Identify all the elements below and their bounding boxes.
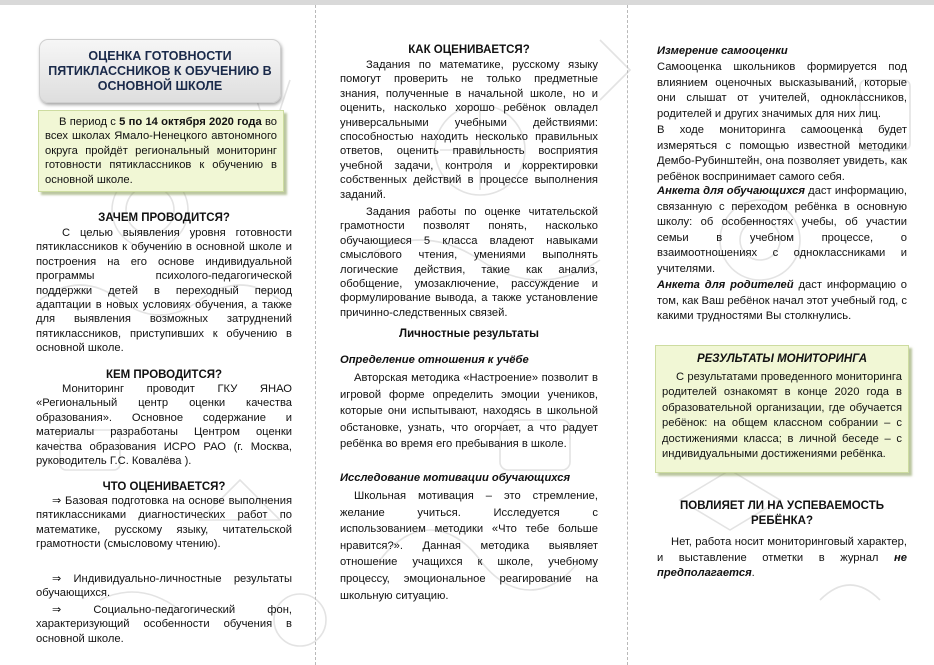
student-survey-text: Анкета для обучающихся даст информацию, связанную с переходом ребёнка в основную школу: об особенностях учебы, об участии семьи в учебном процессе, о взаимоотношениях с одноклассниками и учителями.: [657, 185, 907, 275]
why-heading: ЗАЧЕМ ПРОВОДИТСЯ?: [98, 212, 230, 224]
brochure-title-text: ОЦЕНКА ГОТОВНОСТИ ПЯТИКЛАССНИКОВ К ОБУЧЕНИЮ В ОСНОВНОЙ ШКОЛЕ: [48, 48, 272, 93]
parent-survey-text: Анкета для родителей даст информацию о том, как Ваш ребёнок начал этот учебный год, с какими трудностями Вы столкнулись.: [657, 279, 907, 323]
grades-text: Нет, работа носит мониторинговый характер, и выставление отметки в журнал не предполагается.: [657, 536, 907, 580]
results-box: [655, 345, 909, 473]
grades-emphasis: не предполагается: [657, 551, 907, 580]
selfesteem-text-2: В ходе мониторинга самооценка будет измеряться с помощью известной методики Дембо-Рубинштейн, она позволяет увидеть, как ребёнок воспринимает самого себя.: [657, 124, 907, 183]
fold-line-left: [315, 5, 316, 665]
arrow-right-icon: ⇒: [52, 495, 62, 507]
how-text-1: Задания по математике, русскому языку помогут проверить не только предметные знания, полученные в начальной школе, но и оценить, насколько хорошо ребёнок овладел универсальными учебными действиями: способностью находить несколько правильных ответов, оценить правильность восприятия учебной задачи, контроля и корректировки собственных действий в процессе выполнения заданий.: [340, 59, 598, 201]
results-heading: РЕЗУЛЬТАТЫ МОНИТОРИНГА: [696, 353, 868, 365]
what-heading: ЧТО ОЦЕНИВАЕТСЯ?: [102, 481, 226, 493]
motivation-heading: Исследование мотивации обучающихся: [340, 472, 571, 484]
column-left: [36, 0, 292, 665]
brochure-title: [39, 39, 281, 103]
who-heading: КЕМ ПРОВОДИТСЯ?: [105, 369, 223, 381]
monitoring-dates: 5 по 14 октября 2020 года: [119, 116, 262, 128]
arrow-right-icon: ⇒: [52, 604, 62, 616]
selfesteem-heading: Измерение самооценки: [657, 45, 788, 57]
arrow-right-icon: ⇒: [52, 573, 62, 585]
how-text-2: Задания работы по оценке читательской грамотности позволят понять, насколько обучающиеся 5 класса владеют навыками смыслового чтения, умениями выполнять логические действия, такие как анализ, обобщение, умозаключение, рассуждение и формулирование вывода, а также установление причинно-следственных связей.: [340, 206, 598, 319]
column-right: [657, 0, 907, 665]
attitude-heading: Определение отношения к учёбе: [340, 354, 529, 366]
personal-results-heading: Личностные результаты: [399, 328, 539, 340]
intro-text: В период с 5 по 14 октября 2020 года во всех школах Ямало-Ненецкого автономного округа пройдёт региональный мониторинг готовности пятиклассников к обучению в основной школе.: [45, 116, 277, 186]
why-text: С целью выявления уровня готовности пятиклассников к обучению в основной школе и построения на его основе индивидуальной программы психолого-педагогической поддержки детей в переходный период адаптации в новых условиях обучения, а также для выявления возможных затруднений пятиклассников, приступивших к обучению в основной школе.: [36, 227, 292, 355]
fold-line-right: [627, 5, 628, 665]
grades-heading: ПОВЛИЯЕТ ЛИ НА УСПЕВАЕМОСТЬ РЕБЁНКА?: [680, 500, 884, 527]
intro-box: [38, 110, 284, 192]
selfesteem-text-1: Самооценка школьников формируется под влиянием оценочных высказываний, которые они слышат от учителей, одноклассников, родителей и других значимых для них лиц.: [657, 61, 907, 120]
motivation-text: Школьная мотивация – это стремление, желание учиться. Исследуется с использованием методики «Что тебе больше нравится?». Данная методика выявляет отношение учащихся к школе, учебному процессу, эмоциональное реагирование на школьную ситуацию.: [340, 490, 598, 602]
what-item-3: ⇒ Социально-педагогический фон, характеризующий особенности обучения в основной школе.: [36, 604, 292, 645]
how-heading: КАК ОЦЕНИВАЕТСЯ?: [408, 44, 530, 56]
who-text: Мониторинг проводит ГКУ ЯНАО «Региональный центр оценки качества образования». Основное содержание и материалы разработаны Центром оценки качества образования ИСРО РАО (г. Москва, руководитель Г.С. Ковалёва ).: [36, 383, 292, 468]
attitude-text: Авторская методика «Настроение» позволит в игровой форме определить эмоции учеников, которые они испытывают, находясь в школьной обстановке, узнать, что огорчает, а что радует ребёнка во время его пребывания в школе.: [340, 372, 598, 451]
parent-survey-label: Анкета для родителей: [657, 279, 794, 291]
column-middle: [340, 0, 598, 665]
student-survey-label: Анкета для обучающихся: [657, 185, 805, 197]
what-item-2: ⇒ Индивидуально-личностные результаты обучающихся.: [36, 573, 292, 600]
what-item-1: ⇒ Базовая подготовка на основе выполнения пятиклассниками диагностических работ по математике, русскому языку, читательской грамотности (смысловому чтению).: [36, 495, 292, 551]
results-text: С результатами проведенного мониторинга родителей ознакомят в конце 2020 года в образовательной организации, где обучается ребёнок: на общем классном собрании – с достижениями класса; в личной беседе – с индивидуальными достижениями ребёнка.: [662, 371, 902, 461]
